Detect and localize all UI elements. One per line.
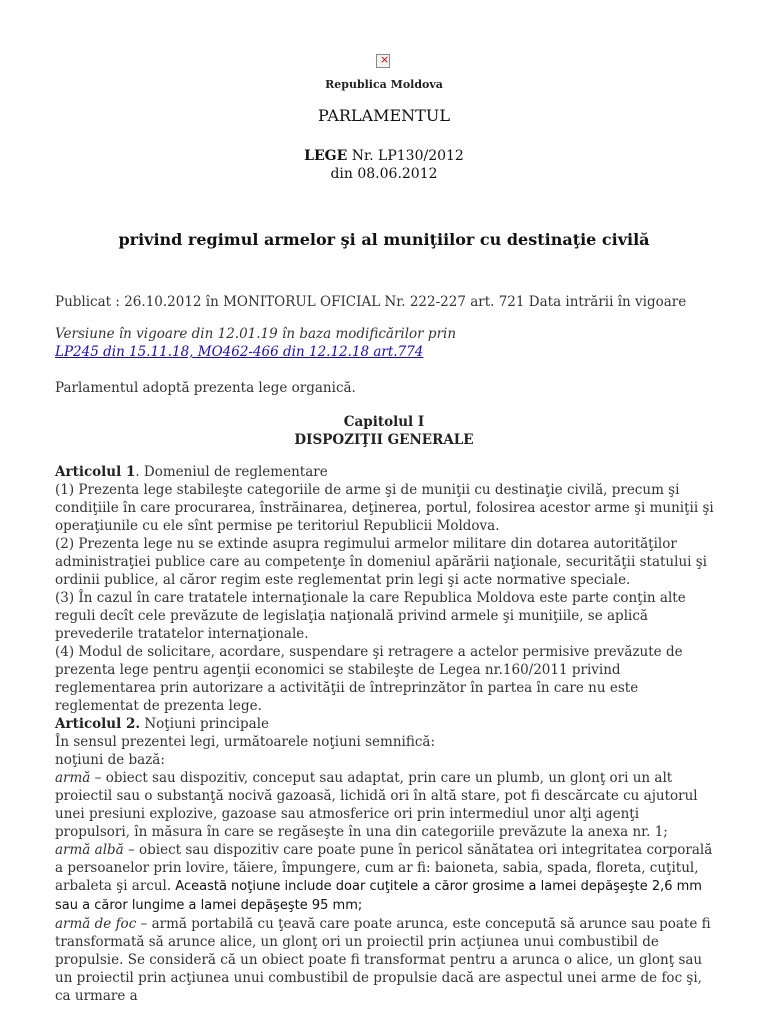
article-2-title: Noţiuni principale <box>140 716 270 732</box>
act-number: Nr. LP130/2012 <box>351 148 464 164</box>
definition-arma-text: – obiect sau dispozitiv, conceput sau adaptat, prin care un plumb, un glonţ ori un alt proiectil sau o substanţă nocivă gazoasă, lichidă ori în altă stare, pot fi descărcate cu ajutorul unei presiuni explozive, gazoase sau atmosferice ori prin intermediul unor alţi agenţi propulsori, în măsura în care se regăseşte în una din categoriile prevăzute la anexa nr. 1; <box>55 770 698 840</box>
institution-name: PARLAMENTUL <box>318 106 450 125</box>
act-type: LEGE <box>304 148 348 164</box>
chapter-name: DISPOZIŢII GENERALE <box>294 432 474 448</box>
definition-arma-de-foc <box>55 915 715 1005</box>
document-title: privind regimul armelor şi al muniţiilor cu destinaţie civilă <box>118 230 650 249</box>
adoption-statement: Parlamentul adoptă prezenta lege organică. <box>55 380 356 396</box>
term-arma-de-foc: armă de foc <box>55 916 137 932</box>
article-2-subheading: noţiuni de bază: <box>55 752 165 768</box>
definition-arma-alba-text: – obiect sau dispozitiv care poate pune în pericol sănătatea ori integritatea corporală a persoanelor prin lovire, tăiere, împungere, cum ar fi: baioneta, sabia, spada, floreta, cuţitul, arbaleta şi arcul. <box>55 842 713 894</box>
term-arma: armă <box>55 770 91 786</box>
publication-info: Publicat : 26.10.2012 în MONITORUL OFICIAL Nr. 222-227 art. 721 Data intrării în vigoare <box>55 294 687 310</box>
definition-arma-alba-amendment: Această noţiune include doar cuţitele a căror grosime a lamei depăşeşte 2,6 mm sau a căror lungime a lamei depăşeşte 95 mm; <box>55 879 702 913</box>
document-body <box>55 463 715 1005</box>
article-1-label: Articolul 1 <box>55 464 136 480</box>
term-arma-alba: armă albă <box>55 842 124 858</box>
definition-arma-alba <box>55 841 715 915</box>
broken-image-icon: × <box>376 54 390 68</box>
article-1-paragraph-2: (2) Prezenta lege nu se extinde asupra regimului armelor militare din dotarea autorităţilor administraţiei publice care au competenţe în domeniul apărării naţionale, securităţii statului şi ordinii publice, al căror regim este reglementat prin legi şi acte normative speciale. <box>55 536 707 588</box>
act-date: din 08.06.2012 <box>330 166 438 182</box>
article-1-paragraph-3: (3) În cazul în care tratatele internaţionale la care Republica Moldova este parte conţin alte reguli decît cele prevăzute de legislaţia naţională privind armele şi muniţiile, se aplică prevederile tratatelor internaţionale. <box>55 590 686 642</box>
country-name: Republica Moldova <box>325 78 443 91</box>
definition-arma <box>55 769 715 841</box>
version-text: Versiune în vigoare din 12.01.19 în baza modificărilor prin <box>55 326 457 342</box>
article-2-intro: În sensul prezentei legi, următoarele noţiuni semnifică: <box>55 734 436 750</box>
article-2-heading <box>55 715 715 733</box>
article-1-paragraph-1: (1) Prezenta lege stabileşte categoriile de arme şi de muniţii cu destinaţie civilă, precum şi condiţiile în care procurarea, înstrăinarea, deţinerea, portul, folosirea acestor arme şi muniţii şi operaţiunile cu ele sînt permise pe teritoriul Republicii Moldova. <box>55 482 714 534</box>
version-info <box>55 325 715 361</box>
chapter-number: Capitolul I <box>343 414 425 430</box>
amendment-link[interactable]: LP245 din 15.11.18, MO462-466 din 12.12.18 art.774 <box>55 344 424 360</box>
article-1-title: . Domeniul de reglementare <box>135 464 328 480</box>
article-1-heading <box>55 463 715 481</box>
act-identifier <box>0 147 768 183</box>
definition-arma-de-foc-text: – armă portabilă cu ţeavă care poate arunca, este concepută să arunce sau poate fi transformată să arunce alice, un glonţ ori un proiectil prin acţiunea unui combustibil de propulsie. Se consideră că un obiect poate fi transformat pentru a arunca o alice, un glonţ sau un proiectil prin acţiunea unui combustibil de propulsie dacă are aspectul unei arme de foc şi, ca urmare a <box>55 916 711 1004</box>
article-1-paragraph-4: (4) Modul de solicitare, acordare, suspendare şi retragere a actelor permisive prevăzute de prezenta lege pentru agenţii economici se stabileşte de Legea nr.160/2011 privind reglementarea prin autorizare a activităţii de întreprinzător în partea în care nu este reglementat de prezenta lege. <box>55 644 683 714</box>
article-2-label: Articolul 2. <box>55 716 141 732</box>
